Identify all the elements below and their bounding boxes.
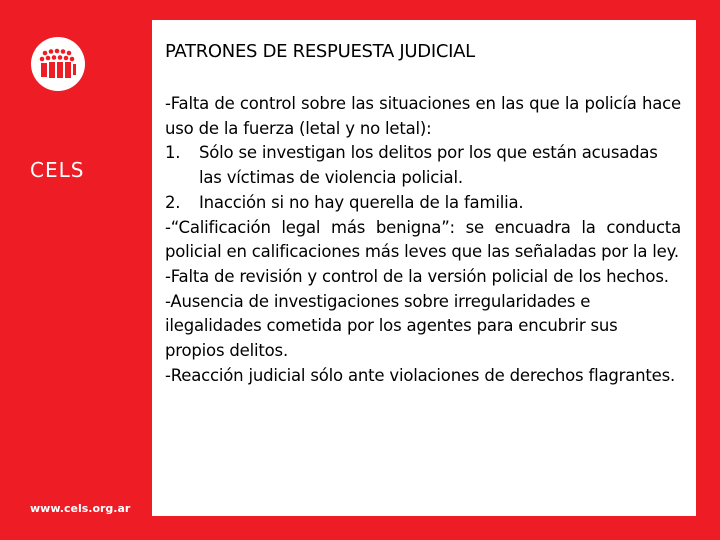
website-url[interactable]: www.cels.org.ar — [30, 502, 131, 515]
sidebar — [0, 0, 152, 540]
bullet-point: -Falta de revisión y control de la versión policial de los hechos. — [165, 266, 669, 286]
slide-body — [165, 92, 681, 388]
slide-title: PATRONES DE RESPUESTA JUDICIAL — [165, 41, 475, 62]
intro-point: -Falta de control sobre las situaciones en las que la policía hace uso de la fuerza (letal y no letal): — [165, 94, 681, 138]
item-number: 1. — [165, 143, 181, 163]
numbered-item — [165, 191, 681, 216]
item-number: 2. — [165, 192, 181, 212]
content-panel — [152, 20, 696, 516]
numbered-item — [165, 141, 681, 190]
cels-brand: CELS — [30, 158, 85, 182]
bullet-point: -“Calificación legal más benigna”: se encuadra la conducta policial en calificaciones más leves que las señaladas por la ley. — [165, 217, 681, 262]
item-text: Inacción si no hay querella de la familia. — [199, 192, 524, 212]
item-text: Sólo se investigan los delitos por los que están acusadas las víctimas de violencia policial. — [199, 143, 658, 188]
bullet-point: -Ausencia de investigaciones sobre irregularidades e ilegalidades cometida por los agentes para encubrir sus propios delitos. — [165, 291, 618, 361]
cels-logo-icon — [30, 36, 86, 92]
bullet-point: -Reacción judicial sólo ante violaciones de derechos flagrantes. — [165, 365, 676, 385]
